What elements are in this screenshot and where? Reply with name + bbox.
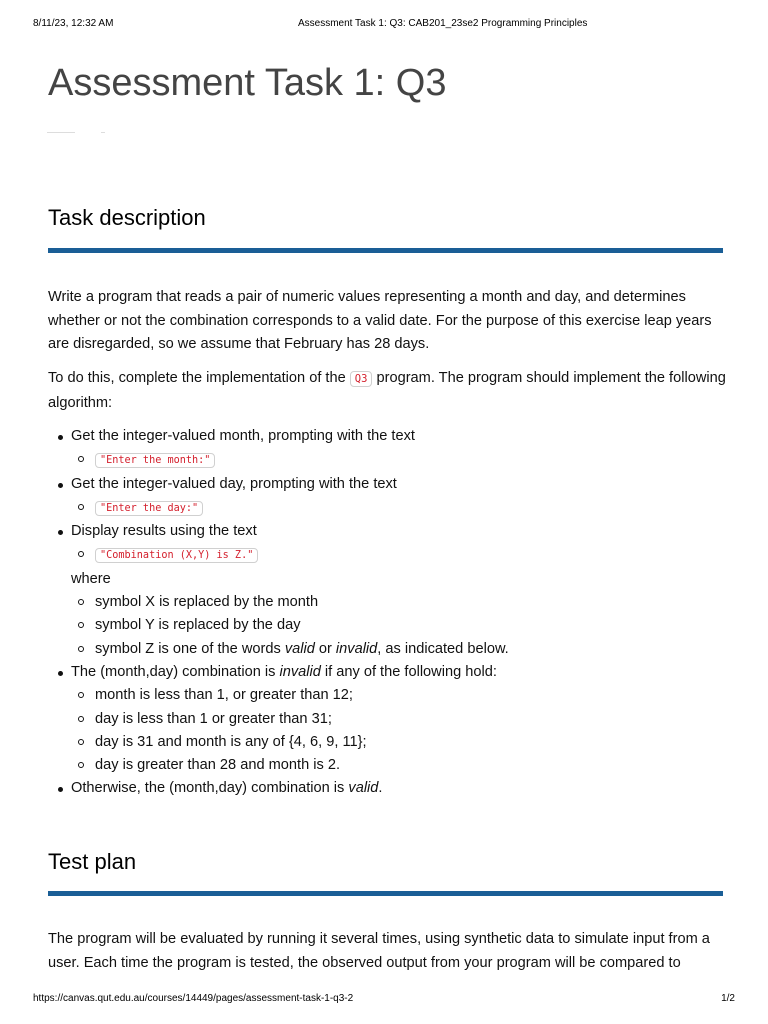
print-footer [33,993,735,1007]
algorithm-list [48,425,728,801]
print-header [33,18,735,32]
list-item: Get the integer-valued day, prompting with the text "Enter the day:" [48,473,728,521]
list-item: symbol X is replaced by the month [71,591,728,614]
list-item: day is 31 and month is any of {4, 6, 9, 11}; [71,731,728,754]
where-label: where [71,570,111,587]
task-description-paragraph: Write a program that reads a pair of numeric values representing a month and day, and determines whether or not the combination corresponds to a valid date. For the purpose of this exercise leap years are disregarded, so we assume that February has 28 days. [48,289,712,352]
page-title: Assessment Task 1: Q3 [48,62,447,104]
test-plan-heading: Test plan [48,849,137,874]
page-number: 1/2 [721,993,735,1004]
task-description-heading: Task description [48,205,206,230]
program-name-code: Q3 [350,371,373,387]
list-item: day is greater than 28 and month is 2. [71,754,728,777]
faint-divider [47,132,107,134]
list-item: month is less than 1, or greater than 12; [71,684,728,707]
month-prompt-code: "Enter the month:" [95,453,215,468]
list-item [71,496,728,520]
list-item: symbol Y is replaced by the day [71,614,728,637]
list-item [71,543,728,567]
list-item: The (month,day) combination is invalid if any of the following hold: month is less than 1, or greater than 12; day is less than 1 or greater than 31; day is 31 and month is any of {4, 6, 9, 11}; day is greater than 28 and month is 2. [48,661,728,777]
section-divider [48,891,723,896]
section-divider [48,248,723,253]
list-item: Get the integer-valued month, prompting with the text "Enter the month:" [48,425,728,473]
print-date: 8/11/23, 12:32 AM [33,18,114,29]
print-url: https://canvas.qut.edu.au/courses/14449/pages/assessment-task-1-q3-2 [33,993,354,1004]
implementation-paragraph: To do this, complete the implementation of the Q3 program. The program should implement the following algorithm: [48,370,726,411]
print-page-title: Assessment Task 1: Q3: CAB201_23se2 Programming Principles [298,18,588,29]
list-item: Otherwise, the (month,day) combination is valid. [48,777,728,800]
list-item: day is less than 1 or greater than 31; [71,708,728,731]
test-plan-paragraph: The program will be evaluated by running it several times, using synthetic data to simulate input from a user. Each time the program is tested, the observed output from your program will be compared to [48,931,710,971]
list-item: Display results using the text "Combination (X,Y) is Z." where symbol X is replaced by the month symbol Y is replaced by the day symbol Z is one of the words valid or invalid, as indicated below. [48,520,728,661]
list-item: symbol Z is one of the words valid or invalid, as indicated below. [71,638,728,661]
list-item [71,448,728,472]
result-format-code: "Combination (X,Y) is Z." [95,548,258,563]
day-prompt-code: "Enter the day:" [95,501,203,516]
